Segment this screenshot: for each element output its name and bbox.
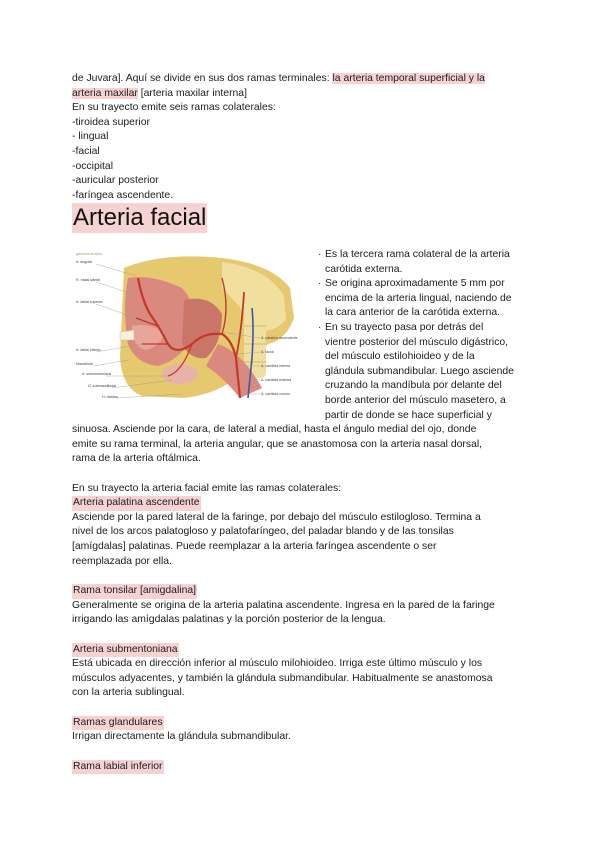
- figure-label: H. hioides: [102, 395, 118, 399]
- paragraph-line: músculos adyacentes, y también la glándula submandibular. Habitualmente se anastomosa: [72, 672, 493, 684]
- list-item: -faríngea ascendente.: [72, 189, 174, 201]
- paragraph-line: vientre posterior del músculo digástrico,: [325, 336, 509, 348]
- subheading: Rama tonsilar [amigdalina]: [72, 584, 197, 599]
- highlight: la arteria temporal superficial y la: [332, 73, 485, 84]
- paragraph-line: En su trayecto la arteria facial emite las ramas colaterales:: [72, 482, 342, 494]
- figure-label: A. labial inferior: [76, 348, 101, 352]
- paragraph-line: partir de donde se hace superficial y: [325, 409, 492, 421]
- figure-label: A. carótida interna: [261, 364, 291, 368]
- list-item: -facial: [72, 146, 100, 157]
- bullet-icon: ·: [318, 322, 322, 333]
- list-item: -tiroidea superior: [72, 116, 150, 128]
- paragraph-line: Es la tercera rama colateral de la arteria: [325, 249, 510, 260]
- subheading: Ramas glandulares: [72, 716, 164, 731]
- list-item: -auricular posterior: [72, 175, 159, 187]
- paragraph-line: la cara anterior de la carótida externa.: [325, 307, 501, 319]
- bullet-icon: ·: [318, 249, 322, 260]
- subheading: Rama labial inferior: [72, 760, 164, 775]
- paragraph-line: [amígdalas] palatinas. Puede reemplazar a la arteria faríngea ascendente o ser: [72, 541, 437, 552]
- paragraph-line: Está ubicada en dirección inferior al músculo milohioideo. Irriga este último músculo y los: [72, 658, 483, 670]
- figure-label: A. angular: [76, 260, 93, 264]
- paragraph-line: irrigando las amígdalas palatinas y la porción posterior de la lengua.: [72, 614, 386, 626]
- figure-label: A. palatina ascendente: [261, 336, 298, 340]
- list-item: -occipital: [72, 160, 113, 172]
- paragraph-line: nivel de los arcos palatogloso y palatofaríngeo, del paladar blando y de las tonsilas: [72, 526, 454, 538]
- paragraph-line: del músculo estilohioideo y de la: [325, 351, 475, 363]
- subheading: Arteria palatina ascendente: [72, 496, 201, 511]
- paragraph-line: En su trayecto pasa por detrás del: [325, 322, 484, 333]
- figure-label: R. nasal lateral: [76, 278, 100, 282]
- paragraph-line: borde anterior del músculo masetero, a: [325, 395, 506, 406]
- paragraph-line: glándula submandibular. Luego asciende: [325, 365, 514, 377]
- list-item: - lingual: [72, 131, 109, 143]
- figure-label: A. labial superior: [76, 300, 103, 304]
- bullet-icon: ·: [318, 278, 322, 290]
- figure-label: Mandíbula: [76, 362, 93, 366]
- paragraph-line: carótida externa.: [325, 263, 403, 275]
- paragraph-line: rama de la arteria oftálmica.: [72, 453, 201, 465]
- paragraph-line: cruzando la mandíbula por delante del: [325, 380, 502, 392]
- figure-label: G. submandibular: [88, 384, 117, 388]
- section-heading: Arteria facial: [73, 204, 207, 231]
- figure-label: A. submentoniana: [82, 372, 111, 376]
- paragraph-line: Asciende por la pared lateral de la faringe, por debajo del músculo estilogloso. Termina a: [72, 511, 481, 523]
- paragraph-line: arteria maxilar [arteria maxilar interna]: [72, 87, 247, 99]
- figure-label: A. carótida externa: [261, 378, 292, 382]
- paragraph-line: con la arteria sublingual.: [72, 687, 185, 699]
- paragraph-line: Generalmente se origina de la arteria palatina ascendente. Ingresa en la pared de la faringe: [72, 599, 495, 611]
- paragraph-line: encima de la arteria lingual, naciendo de: [325, 292, 512, 304]
- anatomy-figure: [72, 248, 308, 408]
- highlight: arteria maxilar: [72, 87, 138, 99]
- paragraph-line: Se origina aproximadamente 5 mm por: [325, 278, 505, 290]
- paragraph-line: Irrigan directamente la glándula submandibular.: [72, 731, 291, 743]
- paragraph-line: En su trayecto emite seis ramas colaterales:: [72, 102, 276, 114]
- paragraph-line: sinuosa. Asciende por la cara, de lateral a medial, hasta el ángulo medial del ojo, donde: [72, 424, 477, 436]
- figure-label: A. facial: [261, 350, 274, 354]
- paragraph-line: emite su rama terminal, la arteria angular, que se anastomosa con la arteria nasal dorsal,: [72, 438, 483, 450]
- paragraph-line: reemplazada por ella.: [72, 555, 172, 567]
- figure-caption: glándula tiroides: [76, 252, 103, 256]
- paragraph-line: de Juvara]. Aquí se divide en sus dos ramas terminales: la arteria temporal superficial y la: [72, 73, 485, 84]
- subheading: Arteria submentoniana: [72, 643, 179, 658]
- figure-label: A. carótida común: [261, 392, 290, 396]
